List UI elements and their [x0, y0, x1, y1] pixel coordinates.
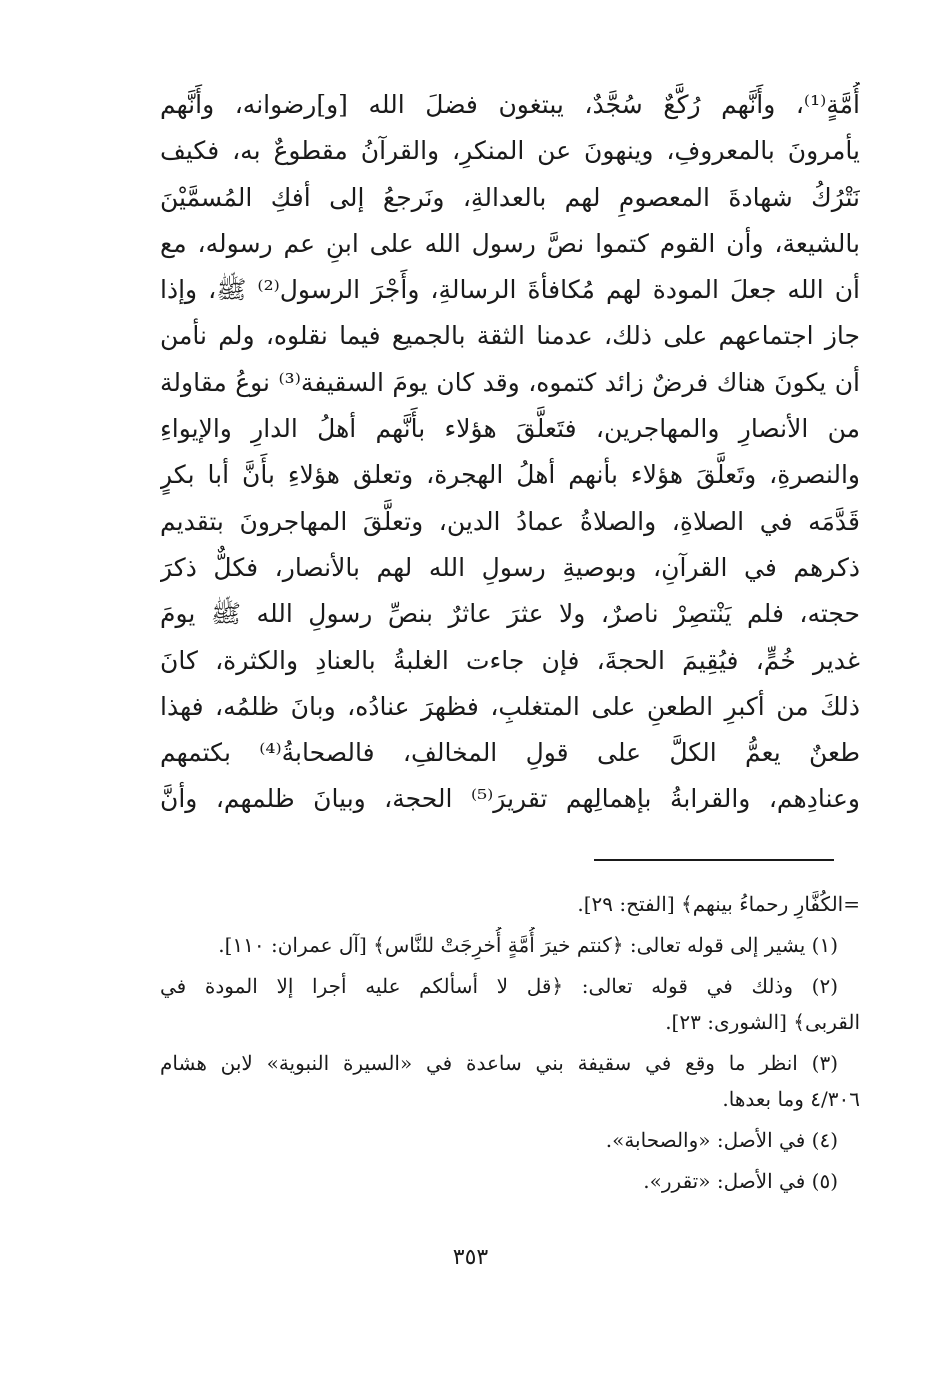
text-line: غدير خُمٍّ، فيُقِيمَ الحجةَ، فإن جاءت الغلبةُ بالعنادِ والكثرة، كانَ [160, 645, 860, 675]
text-line: وعنادِهم، والقرابةُ بإهمالِهم تقريرَ⁽⁵⁾ الحجة، وبيانَ ظلمهم، وأنَّ [160, 784, 860, 814]
footnote-3-continuation: ٤/٣٠٦ وما بعدها. [722, 1087, 860, 1111]
footnote-2: (٢) وذلك في قوله تعالى: ﴿قل لا أسألكم عليه أجرا إلا المودة في [160, 974, 838, 998]
text-line: ذلكَ من أكبرِ الطعنِ على المتغلبِ، فظهرَ عنادُه، وبانَ ظلمُه، فهذا [160, 691, 860, 721]
text-line: جاز اجتماعهم على ذلك، عدمنا الثقة بالجميع فيما نقلوه، ولم نأمن [160, 321, 860, 351]
text-line: طعنٌ يعمُّ الكلَّ على قولِ المخالفِ، فالصحابةُ⁽⁴⁾ بكتمهم [160, 738, 860, 768]
text-line: أن الله جعلَ المودة لهم مُكافأةَ الرسالةِ، وأَجْرَ الرسول⁽²⁾ ﷺ، وإذا [160, 275, 860, 305]
text-line: من الأنصارِ والمهاجرين، فتَعلَّقَ هؤلاء بأَنَّهم أهلُ الدارِ والإيواءِ [160, 414, 860, 444]
footnote-4: (٤) في الأصل: «والصحابة». [605, 1128, 838, 1152]
footnote-separator [594, 859, 834, 861]
main-text-block [160, 82, 860, 823]
text-line: والنصرةِ، وتَعلَّقَ هؤلاء بأنهم أهلُ الهجرة، وتعلق هؤلاءِ بأَنَّ أبا بكرٍ [160, 460, 860, 490]
text-line: أن يكونَ هناك فرضٌ زائد كتموه، وقد كان يومَ السقيفة⁽³⁾ نوعُ مقاولة [160, 367, 860, 397]
footnote-2-continuation: القربى﴾ [الشورى: ٢٣]. [665, 1010, 860, 1034]
footnote-5: (٥) في الأصل: «تقرر». [643, 1169, 838, 1193]
footnote-continuation: =الكُفَّارِ رحماءُ بينهم﴾ [الفتح: ٢٩]. [577, 892, 860, 916]
text-line: يأمرونَ بالمعروفِ، وينهونَ عن المنكرِ، والقرآنُ مقطوعٌ به، فكيف [160, 136, 860, 166]
footnote-1: (١) يشير إلى قوله تعالى: ﴿كنتم خيرَ أُمَّةٍ أُخرِجَتْ للنَّاس﴾ [آل عمران: ١١٠]. [218, 933, 838, 957]
footnote-3: (٣) انظر ما وقع في سقيفة بني ساعدة في «السيرة النبوية» لابن هشام [160, 1051, 838, 1075]
text-line: حجته، فلم يَنْتصِرْ ناصرٌ، ولا عثرَ عاثرٌ بنصِّ رسولِ الله ﷺ يومَ [160, 599, 860, 629]
text-line: أُمَّةٍ⁽¹⁾، وأَنَّهم رُكَّعٌ سُجَّدٌ، يبتغون فضلَ الله [و]رضوانه، وأَنَّهم [160, 90, 860, 119]
page-number: ٣٥٣ [452, 1245, 489, 1270]
text-line: قَدَّمَه في الصلاةِ، والصلاةُ عمادُ الدين، وتعلَّقَ المهاجرونَ بتقديم [160, 506, 860, 536]
text-line: ذكرهم في القرآنِ، وبوصيةِ رسولِ الله لهم بالأنصار، فكلٌّ ذكرَ [160, 552, 860, 582]
footnotes-block [160, 886, 860, 1199]
text-line: نَتْرُكُ شهادةَ المعصومِ لهم بالعدالةِ، ونَرجعُ إلى أفكِ المُسمَّيْنَ [160, 182, 860, 212]
text-line: بالشيعة، وأن القوم كتموا نصَّ رسول الله على ابنِ عم رسوله، مع [160, 228, 860, 258]
